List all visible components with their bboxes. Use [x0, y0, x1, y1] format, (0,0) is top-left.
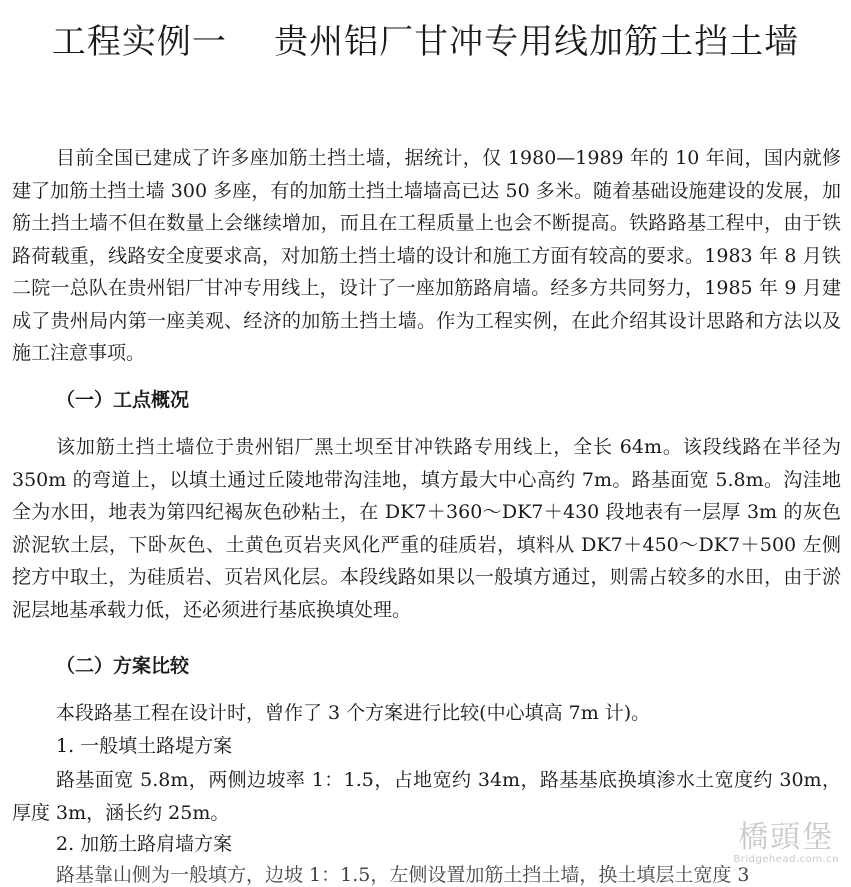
- site-overview-paragraph: 该加筋土挡土墙位于贵州铝厂黑土坝至甘冲铁路专用线上，全长 64m。该段线路在半径为 350m 的弯道上，以填土通过丘陵地带沟洼地，填方最大中心高约 7m。路基面宽 5.8m。沟洼地全为水田，地表为第四纪褐灰色砂粘土，在 DK7＋360～DK7＋430 段地表有一层厚 3m 的灰色淤泥软土层，下卧灰色、土黄色页岩夹风化严重的硅质岩，填料从 DK7＋450～DK7＋500 左侧挖方中取土，为硅质岩、页岩风化层。本段线路如果以一般填方通过，则需占较多的水田，由于淤泥层地基承载力低，还必须进行基底换填处理。: [12, 436, 841, 621]
- section-heading-site-overview: （一）工点概况: [56, 389, 190, 411]
- watermark-sub-text: Bridgehead.com.cn: [733, 854, 839, 865]
- option2-heading: 2. 加筋土路肩墙方案: [56, 833, 233, 855]
- option1-heading: 1. 一般填土路堤方案: [56, 735, 233, 757]
- option1-paragraph: 路基面宽 5.8m，两侧边坡率 1：1.5，占地宽约 34m，路基基底换填渗水土宽度约 30m，厚度 3m，涵长约 25m。: [12, 769, 841, 824]
- page-title: 工程实例一 贵州铝厂甘冲专用线加筋土挡土墙: [51, 22, 800, 62]
- section-heading-scheme-comparison: （二）方案比较: [56, 655, 190, 677]
- watermark-logo: [733, 812, 839, 865]
- watermark-main-text: 橋頭堡: [738, 820, 835, 855]
- cutoff-text-line: 路基靠山侧为一般填方，边坡 1：1.5，左侧设置加筋土挡土墙，换土填层土宽度 3: [56, 864, 750, 886]
- intro-paragraph: 目前全国已建成了许多座加筋土挡土墙，据统计，仅 1980—1989 年的 10 年间，国内就修建了加筋土挡土墙 300 多座，有的加筋土挡土墙墙高已达 50 多米。随着基础设施建设的发展，加筋土挡土墙不但在数量上会继续增加，而且在工程质量上也会不断提高。铁路路基工程中，由于铁路荷载重，线路安全度要求高，对加筋土挡土墙的设计和施工方面有较高的要求。1983 年 8 月铁二院一总队在贵州铝厂甘冲专用线上，设计了一座加筋路肩墙。经多方共同努力，1985 年 9 月建成了贵州局内第一座美观、经济的加筋土挡土墙。作为工程实例，在此介绍其设计思路和方法以及施工注意事项。: [12, 147, 841, 364]
- scheme-comparison-intro: 本段路基工程在设计时，曾作了 3 个方案进行比较(中心填高 7m 计)。: [56, 702, 651, 724]
